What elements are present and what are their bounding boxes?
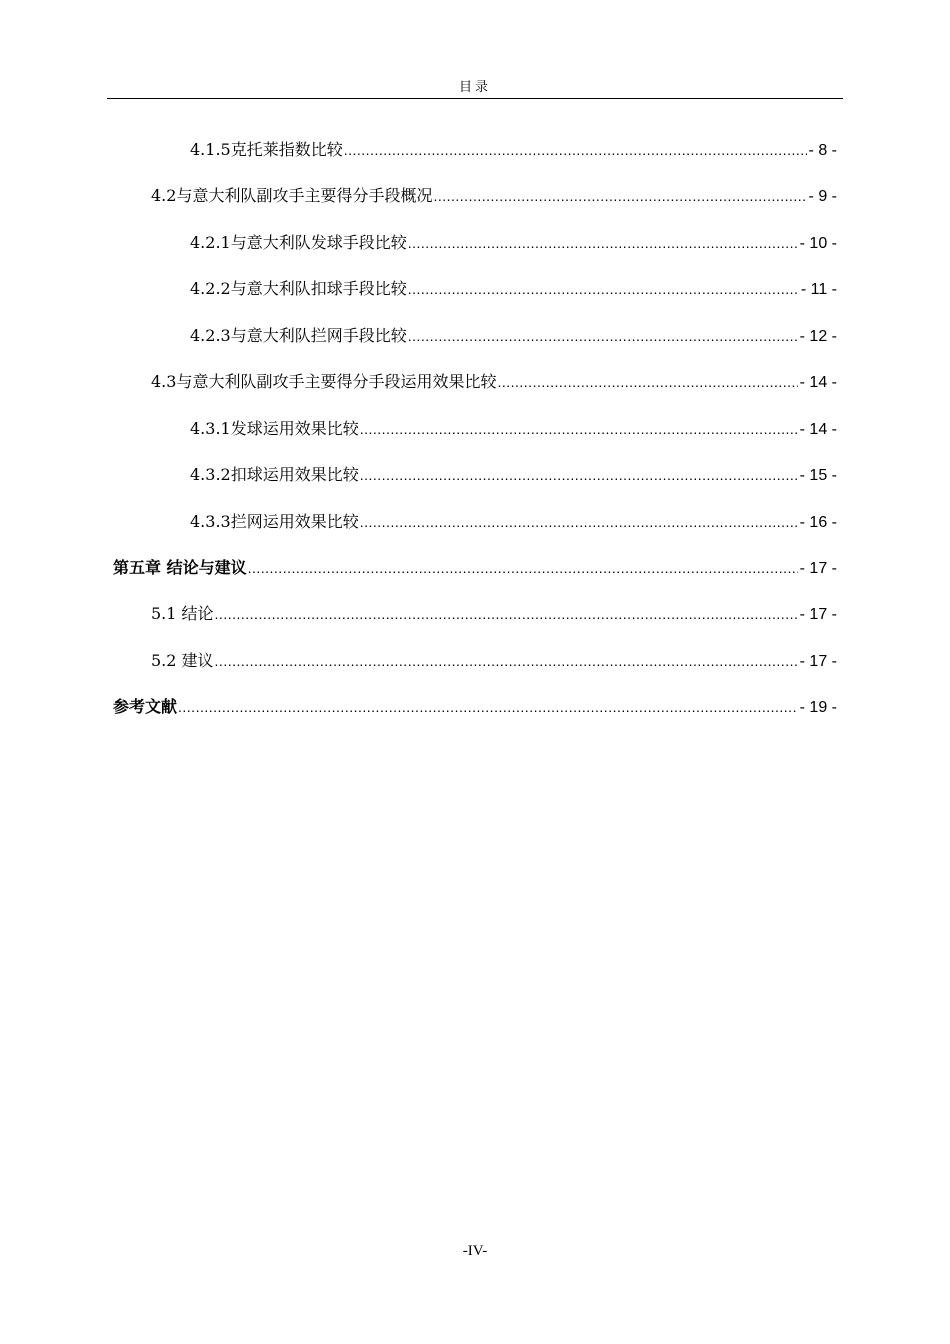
toc-entry-4-3-1[interactable]: [190, 416, 837, 442]
toc-entry-4-2[interactable]: [151, 183, 837, 209]
toc-entry-page: - 17 -: [799, 606, 837, 623]
toc-dot-leader: [408, 323, 798, 349]
toc-entry-4-1-5[interactable]: [190, 137, 837, 163]
toc-entry-label: 5.2 建议: [151, 651, 214, 670]
toc-entry-label: 4.2与意大利队副攻手主要得分手段概况: [151, 186, 433, 205]
toc-entry-label: 参考文献: [113, 697, 178, 716]
toc-entry-page: - 16 -: [799, 514, 837, 531]
toc-entry-label: 4.3.1发球运用效果比较: [190, 419, 359, 438]
toc-entry-label: 5.1 结论: [151, 604, 214, 623]
toc-entry-page: - 8 -: [808, 142, 837, 159]
toc-entry-page: - 11 -: [800, 281, 837, 298]
toc-dot-leader: [360, 462, 798, 488]
toc-entry-page: - 9 -: [808, 188, 837, 205]
toc-entry-label: 4.2.3与意大利队拦网手段比较: [190, 326, 407, 345]
toc-entry-5-1[interactable]: [151, 601, 837, 627]
page-header-title: 目录: [458, 80, 491, 95]
toc-entry-page: - 17 -: [799, 653, 837, 670]
toc-entry-label: 4.1.5克托莱指数比较: [190, 140, 343, 159]
toc-dot-leader: [408, 276, 799, 302]
toc-entry-4-2-1[interactable]: [190, 230, 837, 256]
toc-entry-label: 4.3.3拦网运用效果比较: [190, 512, 359, 531]
toc-entry-4-3-2[interactable]: [190, 462, 837, 488]
toc-dot-leader: [178, 694, 798, 720]
toc-entry-page: - 12 -: [799, 328, 837, 345]
page-number: -IV-: [462, 1243, 488, 1259]
toc-entry-references[interactable]: [113, 694, 837, 720]
toc-entry-4-2-2[interactable]: [190, 276, 837, 302]
toc-entry-page: - 14 -: [799, 374, 837, 391]
toc-entry-label: 4.2.2与意大利队扣球手段比较: [190, 279, 407, 298]
toc-entry-page: - 17 -: [799, 560, 837, 577]
toc-entry-4-3-3[interactable]: [190, 509, 837, 535]
toc-entry-page: - 15 -: [799, 467, 837, 484]
toc-entry-label: 第五章 结论与建议: [113, 558, 247, 577]
toc-entry-chapter-5[interactable]: [113, 555, 837, 581]
toc-dot-leader: [360, 509, 798, 535]
toc-entry-label: 4.3.2扣球运用效果比较: [190, 465, 359, 484]
toc-dot-leader: [433, 183, 806, 209]
toc-entry-5-2[interactable]: [151, 648, 837, 674]
toc-dot-leader: [248, 555, 798, 581]
toc-entry-page: - 10 -: [799, 235, 837, 252]
toc-dot-leader: [497, 369, 797, 395]
toc-dot-leader: [215, 601, 798, 627]
toc-entry-page: - 19 -: [799, 699, 837, 716]
toc-dot-leader: [360, 416, 798, 442]
toc-entry-4-2-3[interactable]: [190, 323, 837, 349]
toc-entry-4-3[interactable]: [151, 369, 837, 395]
toc-entry-label: 4.3与意大利队副攻手主要得分手段运用效果比较: [151, 372, 497, 391]
toc-entry-page: - 14 -: [799, 421, 837, 438]
toc-dot-leader: [215, 648, 798, 674]
toc-dot-leader: [408, 230, 798, 256]
toc-entry-label: 4.2.1与意大利队发球手段比较: [190, 233, 407, 252]
toc-dot-leader: [344, 137, 807, 163]
